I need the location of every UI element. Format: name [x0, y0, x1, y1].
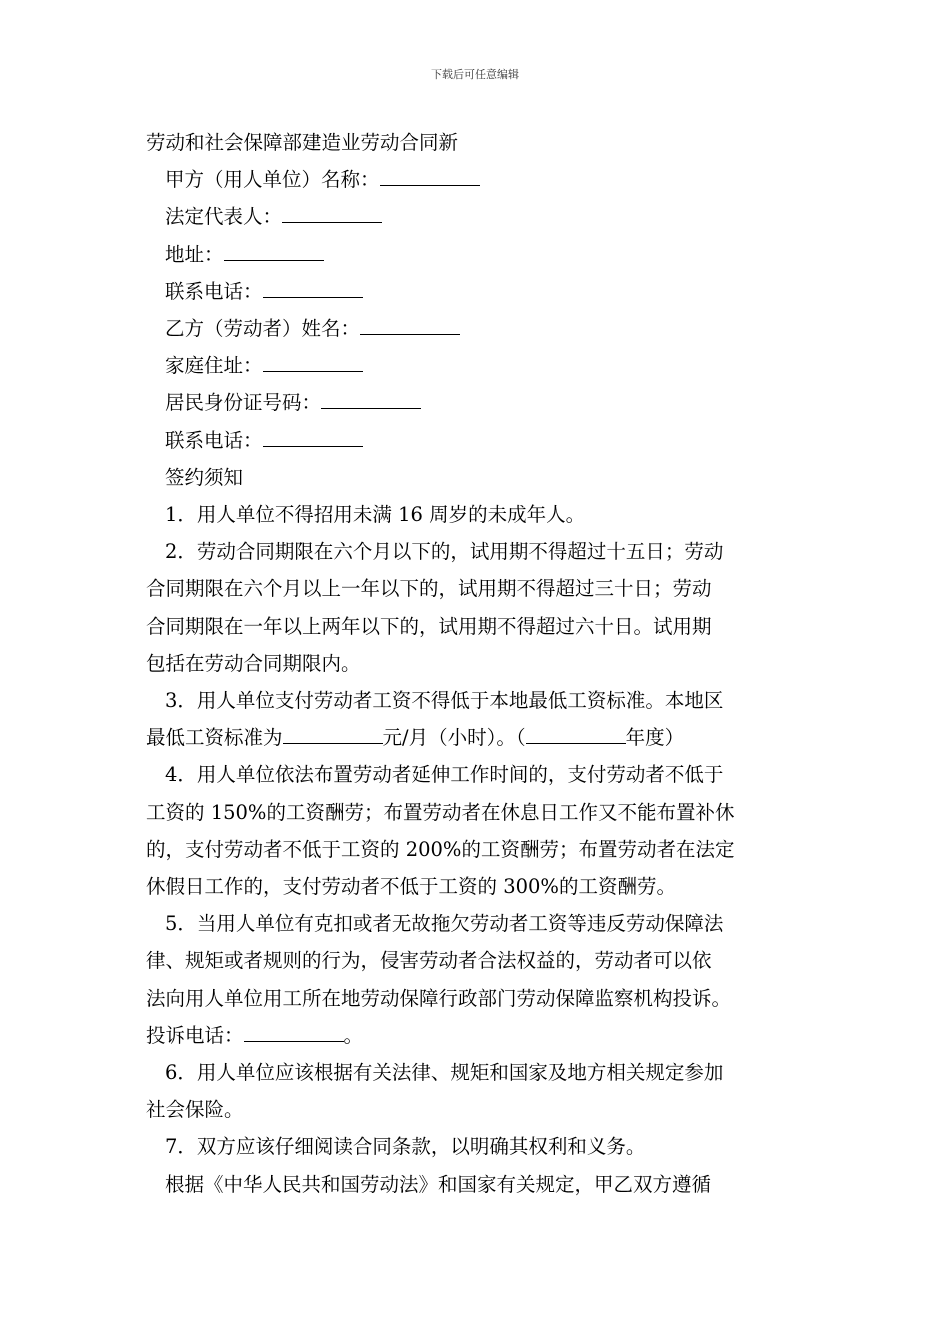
field-label: 家庭住址： [165, 354, 263, 378]
field-label: 联系电话： [165, 279, 263, 303]
blank-line [380, 164, 480, 186]
closing-paragraph: 根据《中华人民共和国劳动法》和国家有关规定，甲乙双方遵循 [165, 1172, 712, 1196]
notice-item-5-line: 法向用人单位用工所在地劳动保障行政部门劳动保障监察机构投诉。 [146, 986, 732, 1010]
notice-item-2-line: 2．劳动合同期限在六个月以下的，试用期不得超过十五日；劳动 [165, 540, 724, 564]
field-label: 乙方（劳动者）姓名： [165, 317, 361, 341]
blank-line [263, 350, 363, 372]
field-home-address [146, 347, 814, 384]
field-party-b-name [146, 310, 814, 347]
text-span: 年度） [625, 726, 685, 750]
notice-item-2-line: 合同期限在一年以上两年以下的，试用期不得超过六十日。试用期 [146, 614, 712, 638]
notice-item-6-line: 6．用人单位应该根据有关法律、规矩和国家及地方相关规定参加 [165, 1061, 724, 1085]
notice-item-1: 1．用人单位不得招用未满 16 周岁的未成年人。 [165, 503, 586, 527]
page-header: 下载后可任意编辑 [431, 68, 519, 81]
notice-item-3-line [146, 719, 814, 756]
field-legal-rep [146, 198, 814, 235]
field-phone-a [146, 273, 814, 310]
field-label: 法定代表人： [165, 205, 283, 229]
notice-item-3-line: 3．用人单位支付劳动者工资不得低于本地最低工资标准。本地区 [165, 689, 724, 713]
notice-item-4-line: 4．用人单位依法布置劳动者延伸工作时间的，支付劳动者不低于 [165, 763, 724, 787]
notice-item-2-line: 合同期限在六个月以上一年以下的，试用期不得超过三十日；劳动 [146, 577, 712, 601]
blank-line [526, 722, 626, 744]
field-party-a-name [146, 161, 814, 198]
notice-item-5-line: 5．当用人单位有克扣或者无故拖欠劳动者工资等违反劳动保障法 [165, 912, 724, 936]
blank-line [263, 425, 363, 447]
field-address [146, 236, 814, 273]
text-span: 投诉电话： [146, 1023, 244, 1047]
notice-item-4-line: 休假日工作的，支付劳动者不低于工资的 300%的工资酬劳。 [146, 875, 676, 899]
document-body [146, 124, 814, 1203]
notice-title: 签约须知 [165, 465, 244, 489]
field-id-number [146, 384, 814, 421]
document-title: 劳动和社会保障部建造业劳动合同新 [146, 131, 459, 154]
blank-line [282, 201, 382, 223]
blank-line [321, 387, 421, 409]
blank-line [283, 722, 383, 744]
field-label: 地址： [165, 242, 224, 266]
blank-line [244, 1020, 344, 1042]
text-span: 最低工资标准为 [146, 726, 283, 750]
text-span: 元/月（小时）。（ [382, 726, 526, 750]
notice-item-4-line: 的，支付劳动者不低于工资的 200%的工资酬劳；布置劳动者在法定 [146, 837, 735, 861]
field-label: 居民身份证号码： [165, 391, 322, 415]
notice-item-2-line: 包括在劳动合同期限内。 [146, 651, 361, 675]
blank-line [224, 239, 324, 261]
blank-line [263, 276, 363, 298]
notice-item-6-line: 社会保险。 [146, 1098, 244, 1122]
field-phone-b [146, 422, 814, 459]
notice-item-4-line: 工资的 150%的工资酬劳；布置劳动者在休息日工作又不能布置补休 [146, 800, 735, 824]
field-label: 甲方（用人单位）名称： [165, 168, 380, 192]
notice-item-5-complaint [146, 1017, 814, 1054]
notice-item-5-line: 律、规矩或者规则的行为，侵害劳动者合法权益的，劳动者可以依 [146, 949, 712, 973]
notice-item-7: 7．双方应该仔细阅读合同条款，以明确其权利和义务。 [165, 1135, 646, 1159]
text-span: 。 [343, 1023, 364, 1047]
field-label: 联系电话： [165, 428, 263, 452]
blank-line [360, 313, 460, 335]
